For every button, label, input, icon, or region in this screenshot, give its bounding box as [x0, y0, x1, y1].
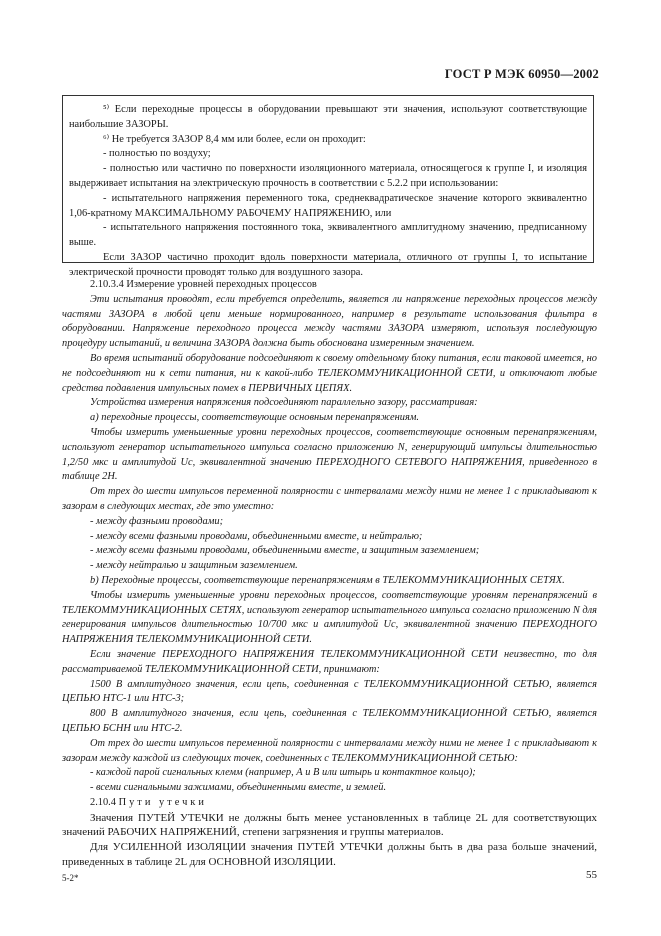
- list-item: а) переходные процессы, соответствующие основным перенапряжениям.: [90, 412, 420, 424]
- list-item: - между всеми фазными проводами, объединенными вместе, и нейтралью;: [90, 530, 423, 542]
- footnote-item: - полностью по воздуху;: [103, 148, 211, 160]
- section-heading-2-10-4: [62, 796, 597, 811]
- paragraph: Во время испытаний оборудование подсоединяют к своему отдельному блоку питания, если таковой имеется, но не подсоединяют ни к сети питания, ни к какой-либо ТЕЛЕКОММУНИКАЦИОННОЙ СЕТИ, и отключают любые средства подавления импульсных помех в ПЕРВИЧНЫХ ЦЕПЯХ.: [62, 352, 597, 394]
- paragraph: 1500 В амплитудного значения, если цепь, соединенная с ТЕЛЕКОММУНИКАЦИОННОЙ СЕТЬЮ, является ЦЕПЬЮ НТС-1 или НТС-3;: [62, 678, 597, 705]
- paragraph: Эти испытания проводят, если требуется определить, является ли напряжение переходных процессов между частями ЗАЗОРА в любой цепи меньше нормированного, например в результате использования фильтра в оборудовании. Напряжение переходного процесса между частями ЗАЗОРА измеряют, используя последующую процедуру испытаний, и величина ЗАЗОРА должна быть обоснована измеренным значением.: [62, 293, 597, 350]
- footnote-item: - испытательного напряжения постоянного тока, эквивалентного амплитудному значению, предписанному выше.: [69, 222, 587, 249]
- list-item: - всеми сигнальными зажимами, объединенными вместе, и землей.: [90, 782, 387, 794]
- footnote-closing: Если ЗАЗОР частично проходит вдоль поверхности материала, отличного от группы I, то испытание электрической прочности проводят только для воздушного зазора.: [69, 251, 587, 278]
- sheet-mark: 5-2*: [62, 873, 79, 883]
- list-item: - каждой парой сигнальных клемм (например, А и В или штырь и контактное кольцо);: [90, 767, 476, 779]
- footnote-5: ⁵⁾ Если переходные процессы в оборудовании превышают эти значения, используют соответствующие наибольшие ЗАЗОРЫ.: [69, 104, 587, 130]
- footnote-item: - полностью или частично по поверхности изоляционного материала, относящегося к группе I, и изоляция выдерживает испытания на электрическую прочность в соответствии с 5.2.2 при использовании:: [69, 163, 587, 189]
- main-text: [62, 278, 597, 870]
- footnote-item: - испытательного напряжения переменного тока, среднеквадратическое значение которого эквивалентно 1,06-кратному МАКСИМАЛЬНОМУ РАБОЧЕМУ НАПРЯЖЕНИЮ, или: [69, 192, 587, 219]
- paragraph: Устройства измерения напряжения подсоединяют параллельно зазору, рассматривая:: [90, 397, 478, 409]
- footnote-box: [62, 95, 594, 278]
- paragraph: Для УСИЛЕННОЙ ИЗОЛЯЦИИ значения ПУТЕЙ УТЕЧКИ должны быть в два раза больше значений, приведенных в таблице 2L для ОСНОВНОЙ ИЗОЛЯЦИИ.: [62, 841, 597, 869]
- paragraph: Если значение ПЕРЕХОДНОГО НАПРЯЖЕНИЯ ТЕЛЕКОММУНИКАЦИОННОЙ СЕТИ неизвестно, то для рассматриваемой ТЕЛЕКОММУНИКАЦИОННОЙ СЕТИ, принимают:: [62, 648, 597, 675]
- section-title: Пути утечки: [118, 796, 207, 808]
- paragraph: 800 В амплитудного значения, если цепь, соединенная с ТЕЛЕКОММУНИКАЦИОННОЙ СЕТЬЮ, является ЦЕПЬЮ БСНН или НТС-2.: [62, 708, 597, 734]
- list-item: - между нейтралью и защитным заземлением.: [90, 560, 298, 572]
- paragraph: Чтобы измерить уменьшенные уровни переходных процессов, соответствующие основным перенапряжениям, используют генератор испытательного импульса согласно приложению N, генерирующий импульсы длительностью 1,2/50 мкс и амплитудой Uс, эквивалентной значению ПЕРЕХОДНОГО СЕТЕВОГО НАПРЯЖЕНИЯ, приведенного в таблице 2H.: [62, 426, 597, 483]
- list-item: b) Переходные процессы, соответствующие перенапряжениям в ТЕЛЕКОММУНИКАЦИОННЫХ СЕТЯХ.: [90, 574, 565, 586]
- page-number: 55: [586, 869, 597, 881]
- list-item: - между фазными проводами;: [90, 515, 224, 527]
- document-header: ГОСТ Р МЭК 60950—2002: [444, 67, 599, 81]
- footnote-6: ⁶⁾ Не требуется ЗАЗОР 8,4 мм или более, если он проходит:: [103, 133, 366, 145]
- paragraph: От трех до шести импульсов переменной полярности с интервалами между ними не менее 1 с прикладывают к зазорам в следующих местах, где это уместно:: [62, 486, 597, 512]
- paragraph: Значения ПУТЕЙ УТЕЧКИ не должны быть менее установленных в таблице 2L для соответствующих значений РАБОЧИХ НАПРЯЖЕНИЙ, степени загрязнения и группы материалов.: [62, 811, 597, 839]
- paragraph: Чтобы измерить уменьшенные уровни переходных процессов, соответствующие уровням перенапряжений в ТЕЛЕКОММУНИКАЦИОННЫХ СЕТЯХ, используют генератор испытательного импульса согласно приложению N для генерирования импульсов длительностью 10/700 мкс и амплитудой Uс, эквивалентной значению ПЕРЕХОДНОГО НАПРЯЖЕНИЯ ТЕЛЕКОММУНИКАЦИОННОЙ СЕТИ.: [62, 589, 598, 646]
- section-heading-2-10-3-4: 2.10.3.4 Измерение уровней переходных процессов: [90, 279, 317, 290]
- paragraph: От трех до шести импульсов переменной полярности с интервалами между ними не менее 1 с прикладывают к зазорам между каждой из следующих точек, соединенных с ТЕЛЕКОММУНИКАЦИОННОЙ СЕТЬЮ:: [62, 737, 597, 764]
- section-number: 2.10.4: [90, 796, 116, 808]
- list-item: - между всеми фазными проводами, объединенными вместе, и защитным заземлением;: [90, 545, 480, 557]
